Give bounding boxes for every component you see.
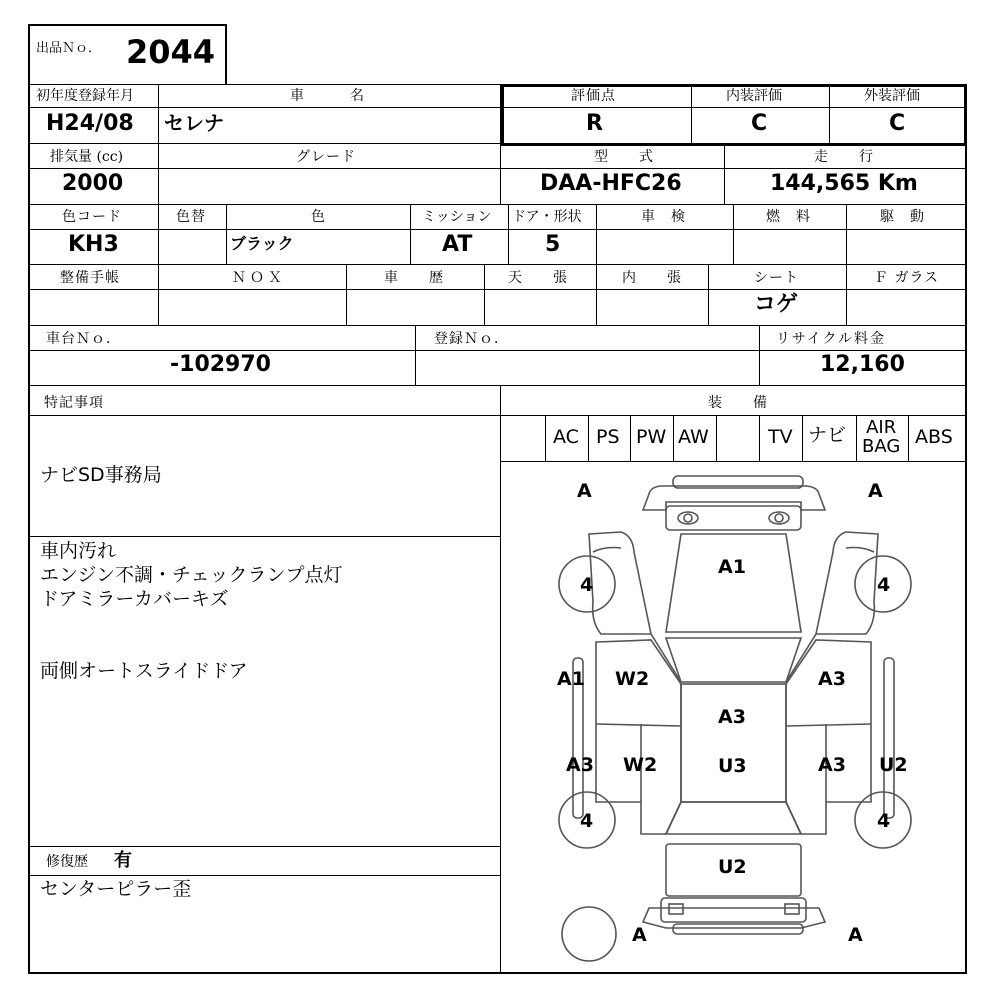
mark-rear-left-corner: A <box>632 924 647 946</box>
nox-label: ＮＯＸ <box>232 270 286 286</box>
color-code-label: 色コード <box>62 209 122 225</box>
score-value: R <box>586 111 603 136</box>
repair-history-value: 有 <box>114 850 132 871</box>
notes-label: 特記事項 <box>44 395 104 411</box>
mileage-value: 144,565 Km <box>770 171 918 196</box>
mileage-label: 走 行 <box>814 149 874 165</box>
registration-label: 初年度登録年月 <box>36 88 134 104</box>
seat-value: コゲ <box>754 292 799 317</box>
mark-left-rear-door-2: W2 <box>623 754 658 776</box>
mark-tailgate: U2 <box>718 856 747 878</box>
vehicle-history-label: 車 歴 <box>384 270 444 286</box>
displacement-value: 2000 <box>62 171 124 196</box>
equipment-pw: PW <box>636 426 667 448</box>
transmission-label: ミッション <box>422 209 492 225</box>
maintenance-label: 整備手帳 <box>60 270 120 286</box>
car-damage-diagram <box>501 462 966 972</box>
equipment-navi: ナビ <box>808 424 847 446</box>
transmission-value: AT <box>442 232 473 257</box>
registration-value: H24/08 <box>46 111 134 136</box>
front-glass-label: Ｆ ガラス <box>874 270 940 286</box>
mark-roof-1: A3 <box>718 706 746 728</box>
mark-front-left-corner: A <box>577 480 592 502</box>
mark-tire-rear-left: 4 <box>580 810 594 832</box>
mark-left-front-door-1: A1 <box>557 668 585 690</box>
grade-label: グレード <box>296 149 356 165</box>
mark-right-rear-door: A3 <box>818 754 846 776</box>
mark-hood: A1 <box>718 556 746 578</box>
mark-right-front-door: A3 <box>818 668 846 690</box>
headliner-label: 天 張 <box>508 270 568 286</box>
mark-tire-front-left: 4 <box>580 574 594 596</box>
color-code-value: KH3 <box>68 232 119 257</box>
car-name-value: セレナ <box>164 111 224 135</box>
chassis-number-value: -102970 <box>170 352 271 377</box>
mark-rear-right-corner: A <box>848 924 863 946</box>
recycle-fee-label: リサイクル料金 <box>776 331 887 347</box>
equipment-ps: PS <box>596 426 620 448</box>
equipment-ac: AC <box>553 426 579 448</box>
mark-roof-2: U3 <box>718 755 747 777</box>
equipment-tv: TV <box>768 426 793 448</box>
repair-history-detail: センターピラー歪 <box>40 878 192 900</box>
mark-left-rear-door-1: A3 <box>566 754 594 776</box>
drive-label: 駆 動 <box>880 209 925 225</box>
car-name-label: 車 名 <box>290 88 365 104</box>
recycle-fee-value: 12,160 <box>820 352 905 377</box>
notes-line-1: ナビSD事務局 <box>40 464 162 486</box>
interior-grade-value: C <box>751 111 768 136</box>
mark-left-front-door-2: W2 <box>615 668 650 690</box>
notes-block-2: 車内汚れ エンジン不調・チェックランプ点灯 ドアミラーカバーキズ 両側オートスライドドア <box>40 540 343 682</box>
score-label: 評価点 <box>571 88 616 104</box>
mark-front-right-corner: A <box>868 480 883 502</box>
model-label: 型 式 <box>594 149 654 165</box>
inspection-label: 車 検 <box>641 209 686 225</box>
fuel-label: 燃 料 <box>766 209 811 225</box>
equipment-airbag: AIR BAG <box>862 417 901 457</box>
chassis-number-label: 車台Ｎｏ． <box>46 331 121 347</box>
exterior-grade-label: 外装評価 <box>864 88 920 104</box>
repair-history-label: 修復歴 <box>46 854 88 870</box>
color-label: 色 <box>311 209 326 225</box>
door-type-value: 5 <box>545 232 561 257</box>
color-value: ブラック <box>230 234 294 253</box>
lot-label: 出品Ｎｏ． <box>36 41 102 56</box>
mark-tire-front-right: 4 <box>877 574 891 596</box>
mark-tire-rear-right: 4 <box>877 810 891 832</box>
equipment-abs: ABS <box>915 426 953 448</box>
model-value: DAA-HFC26 <box>540 171 682 196</box>
lot-number: 2044 <box>126 33 216 71</box>
registration-number-label: 登録Ｎｏ． <box>434 331 509 347</box>
mark-right-rear-edge: U2 <box>879 754 908 776</box>
door-type-label: ドア・形状 <box>512 209 582 225</box>
recolor-label: 色替 <box>176 209 206 225</box>
exterior-grade-value: C <box>889 111 906 136</box>
equipment-label: 装 備 <box>708 395 768 411</box>
equipment-aw: AW <box>678 426 709 448</box>
inner-trim-label: 内 張 <box>622 270 682 286</box>
seat-label: シート <box>754 270 799 286</box>
displacement-label: 排気量 (cc) <box>50 149 124 165</box>
interior-grade-label: 内装評価 <box>726 88 782 104</box>
